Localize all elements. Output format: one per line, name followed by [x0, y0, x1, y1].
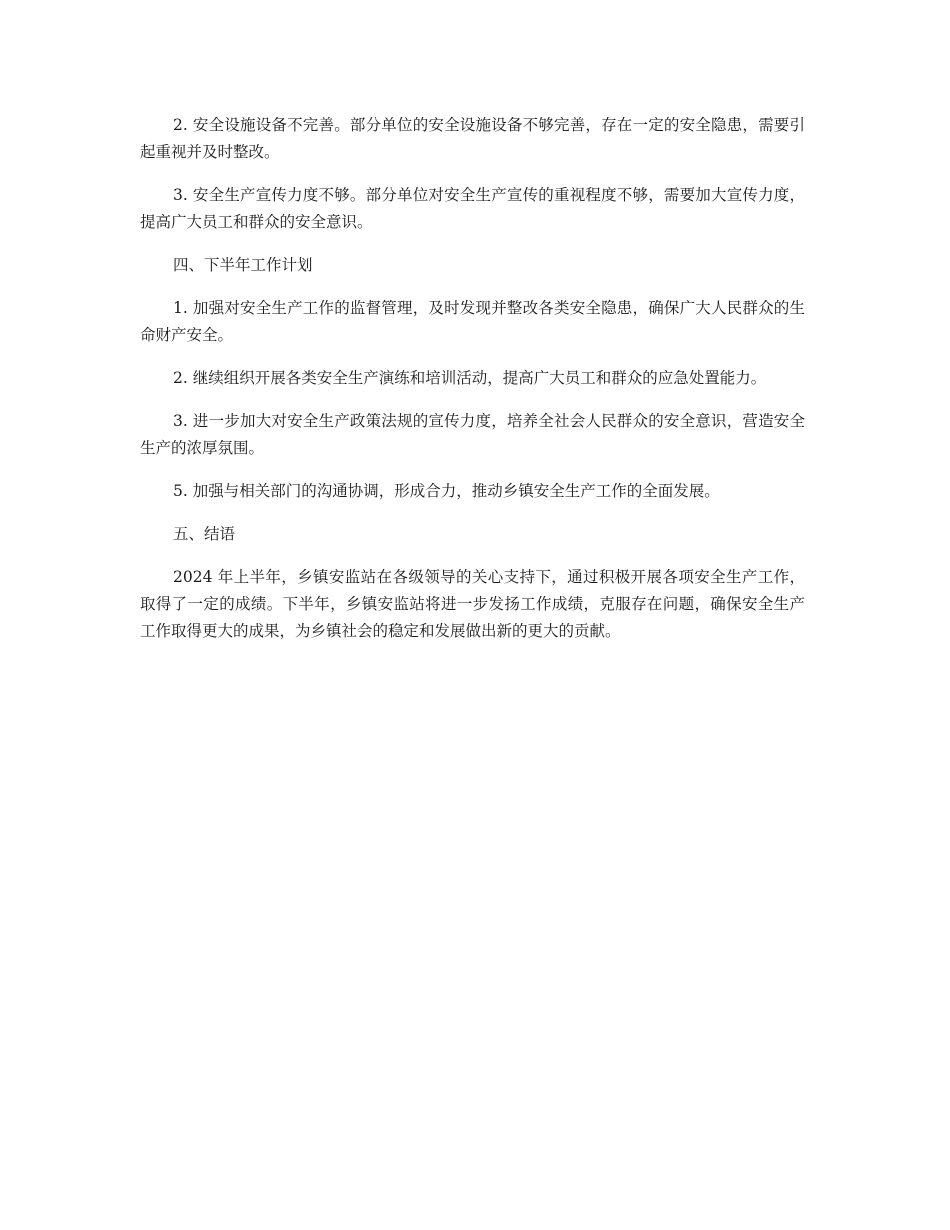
paragraph-safety-publicity: 3. 安全生产宣传力度不够。部分单位对安全生产宣传的重视程度不够，需要加大宣传力度，提高广大员工和群众的安全意识。: [140, 186, 805, 231]
paragraph-plan-policy-publicity: 3. 进一步加大对安全生产政策法规的宣传力度，培养全社会人民群众的安全意识，营造安全生产的浓厚氛围。: [140, 412, 805, 457]
paragraph-plan-coordination: 5. 加强与相关部门的沟通协调，形成合力，推动乡镇安全生产工作的全面发展。: [173, 482, 720, 500]
paragraph-safety-equipment: 2. 安全设施设备不完善。部分单位的安全设施设备不够完善，存在一定的安全隐患，需要引起重视并及时整改。: [140, 116, 805, 161]
document-body: [140, 112, 805, 661]
paragraph-conclusion: 2024 年上半年，乡镇安监站在各级领导的关心支持下，通过积极开展各项安全生产工作，取得了一定的成绩。下半年，乡镇安监站将进一步发扬工作成绩，克服存在问题，确保安全生产工作取得更大的成果，为乡镇社会的稳定和发展做出新的更大的贡献。: [140, 568, 805, 640]
paragraph-plan-supervision: 1. 加强对安全生产工作的监督管理，及时发现并整改各类安全隐患，确保广大人民群众的生命财产安全。: [140, 299, 805, 344]
section-heading-work-plan: 四、下半年工作计划: [173, 256, 313, 274]
paragraph-plan-drills: 2. 继续组织开展各类安全生产演练和培训活动，提高广大员工和群众的应急处置能力。: [173, 369, 767, 387]
section-heading-conclusion: 五、结语: [173, 525, 236, 543]
